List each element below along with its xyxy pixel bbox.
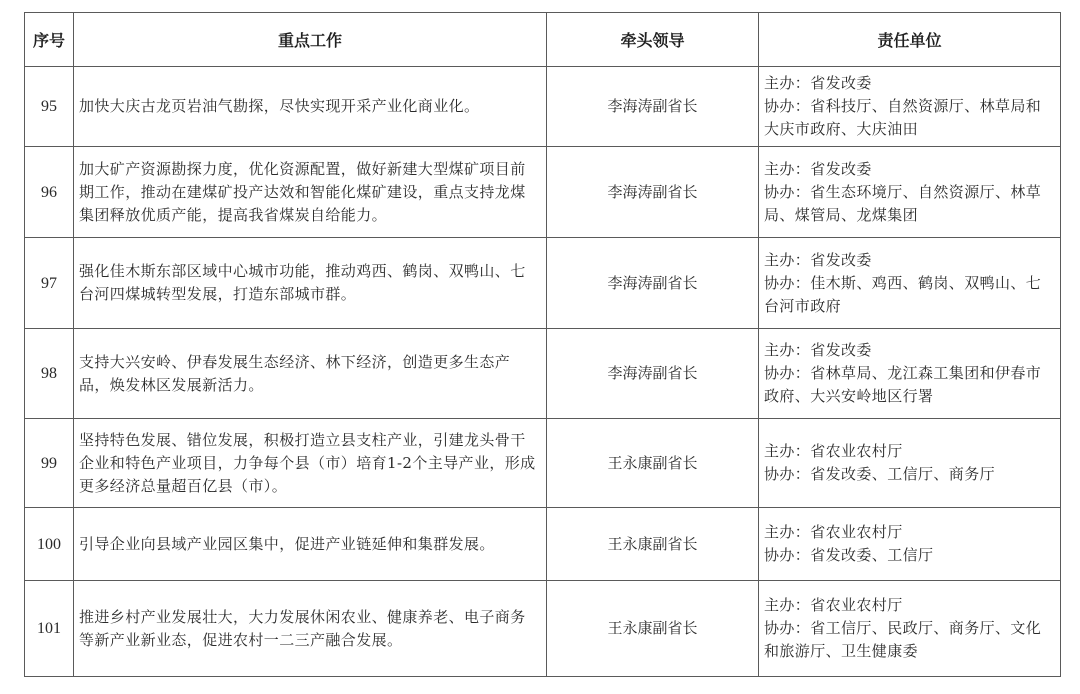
table-row (25, 67, 1061, 147)
lead-unit: 主办：省农业农村厅 (764, 596, 903, 614)
header-row (25, 13, 1061, 67)
responsible-unit (759, 419, 1061, 508)
table-header (25, 13, 1061, 67)
leader-name: 李海涛副省长 (547, 147, 759, 238)
work-item: 引导企业向县域产业园区集中，促进产业链延伸和集群发展。 (74, 508, 547, 581)
table-row (25, 147, 1061, 238)
header-work: 重点工作 (74, 13, 547, 67)
table-row (25, 581, 1061, 677)
header-unit: 责任单位 (759, 13, 1061, 67)
leader-name: 王永康副省长 (547, 581, 759, 677)
lead-unit: 主办：省农业农村厅 (764, 442, 903, 460)
leader-name: 李海涛副省长 (547, 329, 759, 419)
work-item: 加大矿产资源勘探力度，优化资源配置，做好新建大型煤矿项目前期工作，推动在建煤矿投产达效和智能化煤矿建设，重点支持龙煤集团释放优质产能，提高我省煤炭自给能力。 (74, 147, 547, 238)
co-units: 协办：省科技厅、自然资源厅、林草局和大庆市政府、大庆油田 (764, 97, 1042, 138)
co-units: 协办：省发改委、工信厅、商务厅 (764, 465, 996, 483)
row-number: 98 (25, 329, 74, 419)
co-units: 协办：省生态环境厅、自然资源厅、林草局、煤管局、龙煤集团 (764, 182, 1042, 224)
leader-name: 李海涛副省长 (547, 67, 759, 147)
responsible-unit (759, 238, 1061, 329)
lead-unit: 主办：省发改委 (764, 159, 872, 178)
header-no: 序号 (25, 13, 74, 67)
key-work-table (24, 12, 1061, 677)
work-item: 坚持特色发展、错位发展，积极打造立县支柱产业，引建龙头骨干企业和特色产业项目，力争每个县（市）培育1-2个主导产业，形成更多经济总量超百亿县（市）。 (74, 419, 547, 508)
work-item: 加快大庆古龙页岩油气勘探，尽快实现开采产业化商业化。 (74, 67, 547, 147)
work-item: 强化佳木斯东部区域中心城市功能，推动鸡西、鹤岗、双鸭山、七台河四煤城转型发展，打造东部城市群。 (74, 238, 547, 329)
work-item: 支持大兴安岭、伊春发展生态经济、林下经济，创造更多生态产品，焕发林区发展新活力。 (74, 329, 547, 419)
table-row (25, 329, 1061, 419)
document-page (24, 12, 1062, 677)
table-row (25, 508, 1061, 581)
leader-name: 李海涛副省长 (547, 238, 759, 329)
responsible-unit (759, 581, 1061, 677)
row-number: 101 (25, 581, 74, 677)
responsible-unit (759, 67, 1061, 147)
table-body (25, 67, 1061, 677)
row-number: 95 (25, 67, 74, 147)
co-units: 协办：省发改委、工信厅 (764, 546, 934, 564)
responsible-unit (759, 508, 1061, 581)
leader-name: 王永康副省长 (547, 508, 759, 581)
co-units: 协办：省工信厅、民政厅、商务厅、文化和旅游厅、卫生健康委 (764, 619, 1042, 660)
lead-unit: 主办：省发改委 (764, 250, 872, 269)
row-number: 96 (25, 147, 74, 238)
responsible-unit (759, 329, 1061, 419)
leader-name: 王永康副省长 (547, 419, 759, 508)
row-number: 100 (25, 508, 74, 581)
table-row (25, 238, 1061, 329)
co-units: 协办：省林草局、龙江森工集团和伊春市政府、大兴安岭地区行署 (764, 364, 1042, 405)
row-number: 97 (25, 238, 74, 329)
lead-unit: 主办：省农业农村厅 (764, 523, 903, 541)
lead-unit: 主办：省发改委 (764, 74, 872, 92)
header-leader: 牵头领导 (547, 13, 759, 67)
co-units: 协办：佳木斯、鸡西、鹤岗、双鸭山、七台河市政府 (764, 273, 1042, 315)
table-row (25, 419, 1061, 508)
responsible-unit (759, 147, 1061, 238)
work-item: 推进乡村产业发展壮大，大力发展休闲农业、健康养老、电子商务等新产业新业态，促进农村一二三产融合发展。 (74, 581, 547, 677)
row-number: 99 (25, 419, 74, 508)
lead-unit: 主办：省发改委 (764, 341, 872, 359)
